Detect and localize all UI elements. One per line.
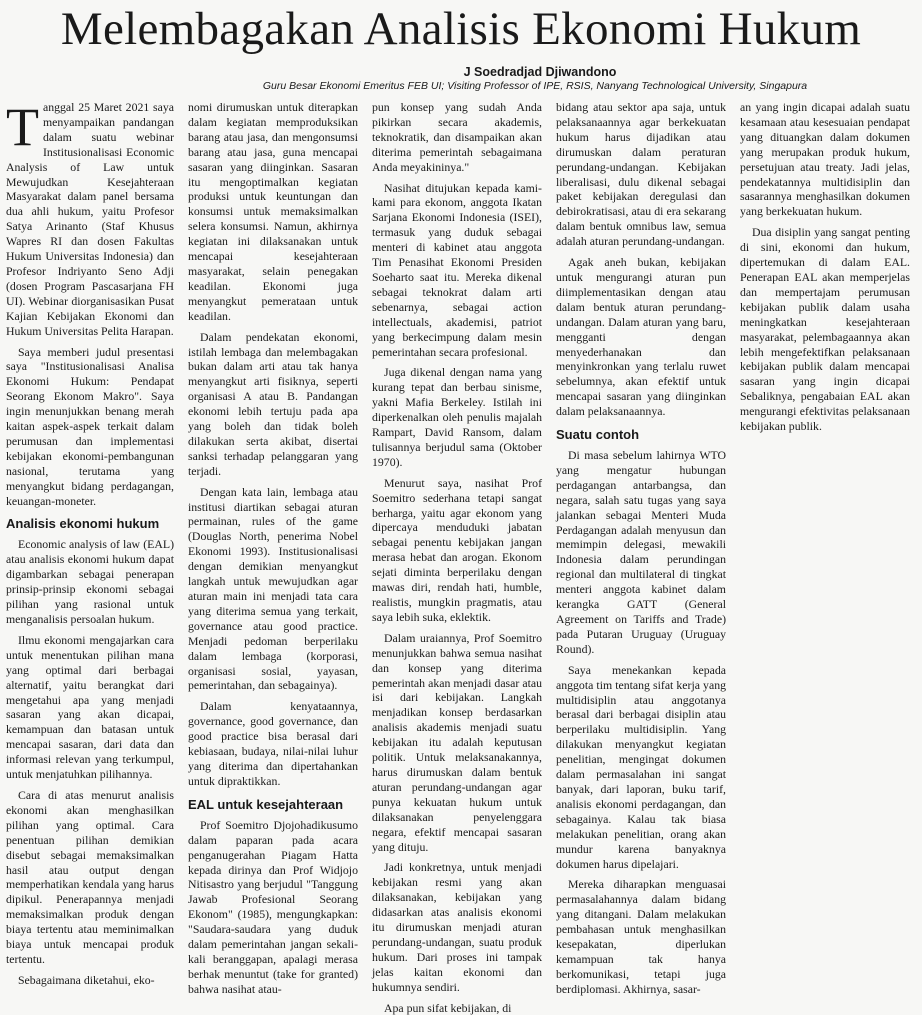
paragraph: Ilmu ekonomi mengajarkan cara untuk menentukan pilihan mana yang optimal dari berbagai alternatif, yaitu berangkat dari mengetahui apa yang menjadi sasaran yang akan dicapai, kemampuan dan batasan untuk mencapai sasaran, dari data dan informasi relevan yang terkumpul, untuk menjatuhkan pilihannya. xyxy=(6,632,174,782)
paragraph: Saya memberi judul presentasi saya "Institusionalisasi Analisa Ekonomi Hukum: Pendapat Seorang Ekonom Makro". Saya ingin menunjukkan benang merah kaitan aspek-aspek terkait dalam perumusan dan implementasi kebijakan ekonomi-pembangunan nasional, terutama yang menyangkut bidang perdagangan, keuangan-moneter. xyxy=(6,344,174,508)
paragraph: bidang atau sektor apa saja, untuk pelaksanaannya agar berkekuatan hukum harus dijadikan atau dirumuskan dalam peraturan perundang-undangan. Kebijakan liberalisasi, dulu dikenal sebagai paket kebijakan deregulasi dan debirokratisasi, atau di era sekarang dalam bentuk omnibus law, semua adalah aturan perundang-undangan. xyxy=(556,100,726,249)
article-column-5 xyxy=(740,100,910,980)
paragraph: Agak aneh bukan, kebijakan untuk mengurangi aturan pun diimplementasikan dengan atau dalam bentuk aturan perundang-undangan. Dalam aturan yang baru, mengganti dengan menyederhanakan dan menyinkronkan yang terlalu ruwet sebelumnya, akan efektif untuk mencapai sasaran yang diinginkan dalam pelaksanaannya. xyxy=(556,255,726,419)
author-name: J Soedradjad Djiwandono xyxy=(463,65,617,79)
paragraph: anggal 25 Maret 2021 saya menyampaikan pandangan dalam suatu webinar Institusionalisasi Economic Analysis of Law untuk Mewujudkan Kesejahteraan Masyarakat dalam panel bersama dua ahli hukum, yaitu Profesor Satya Arinanto (Staf Khusus Wapres RI dan dosen Fakultas Hukum Universitas Indonesia) dan Profesor Indriyanto Seno Adji (dosen Program Pascasarjana FH UI). Webinar diorganisasikan Pusat Kajian Kebijakan Ekonomi dan Hukum Universitas Pelita Harapan. xyxy=(6,100,174,338)
paragraph: Dalam pendekatan ekonomi, istilah lembaga dan melembagakan bukan dalam arti atau tak hanya menyangkut arti fisiknya, seperti organisasi A atau B. Pandangan ekonomi lebih tertuju pada apa yang boleh dan tidak boleh dilakukan serta akibat, disertai sanksi terhadap pelanggaran yang terjadi. xyxy=(188,329,358,478)
paragraph: Dalam kenyataannya, governance, good governance, dan good practice bisa berasal dari kebiasaan, budaya, nilai-nilai luhur yang diterima dan dipertahankan untuk dipraktikkan. xyxy=(188,699,358,788)
paragraph: Dalam uraiannya, Prof Soemitro menunjukkan bahwa semua nasihat dan konsep yang diterima pemerintah akan menjadi dasar atau isi dari kebijakan. Langkah menjadikan konsep berdasarkan analisis akademis menjadi suatu kebijakan itu adalah keputusan politik. Untuk melaksanakannya, harus dirumuskan dalam bentuk aturan perundang-undangan agar punya kekuatan hukum untuk dilaksanakan penyelenggara negara, efektif mencapai sasaran yang dituju. xyxy=(372,630,542,854)
paragraph: Sebagaimana diketahui, eko- xyxy=(18,972,155,987)
paragraph: Nasihat ditujukan kepada kami-kami para ekonom, anggota Ikatan Sarjana Ekonomi Indonesia (ISEI), termasuk yang duduk sebagai menteri di kabinet atau anggota Tim Penasihat Ekonomi Presiden Soeharto saat itu. Mereka dikenal sebagai teknokrat dalam arti sebenarnya, sebagai action intellectuals, akademisi, patriot yang berkecimpung dalam mesin pemerintahan secara profesional. xyxy=(372,180,542,359)
article-column-4 xyxy=(556,100,726,996)
article-headline: Melembagakan Analisis Ekonomi Hukum xyxy=(60,3,862,55)
paragraph: Prof Soemitro Djojohadikusumo dalam paparan pada acara penganugerahan Piagam Hatta kepada dirinya dan Prof Widjojo Nitisastro yang berjudul "Tanggung Jawab Profesional Seorang Ekonom" (1985), mengungkapkan: "Saudara-saudara yang duduk dalam pemerintahan jangan sekali-kali beranggapan, apalagi merasa berhak menuntut (take for granted) bahwa nasihat atau- xyxy=(188,817,358,996)
paragraph: Economic analysis of law (EAL) atau analisis ekonomi hukum dapat digambarkan sebagai penerapan prinsip-prinsip ekonomi sebagai pilihan yang rasional untuk menganalisis persoalan hukum. xyxy=(6,537,174,626)
section-heading: EAL untuk kesejahteraan xyxy=(188,796,344,812)
paragraph: nomi dirumuskan untuk diterapkan dalam kegiatan memproduksikan barang atau jasa, dan mengonsumsi barang atau jasa, guna mencapai sasaran yang diinginkan. Sasaran itu mengoptimalkan kegiatan produksi untuk keuntungan dan konsumsi untuk memaksimalkan selera konsumsi. Namun, akhirnya kegiatan ini dilaksanakan untuk mencapai kesejahteraan masyarakat, selain penegakan keadilan. Ekonomi juga menyangkut pemerataan untuk keadilan. xyxy=(188,100,358,323)
drop-cap: T xyxy=(6,97,39,157)
paragraph: an yang ingin dicapai adalah suatu kesamaan atau kesesuaian pendapat yang dituangkan dalam dokumen yang merupakan produk hukum, persetujuan atau treaty. Jadi jelas, pendekatannya multidisiplin dan sasarannya menghasilkan dokumen yang berkekuatan hukum. xyxy=(740,100,910,219)
paragraph: Cara di atas menurut analisis ekonomi akan menghasilkan pilihan yang optimal. Cara penentuan pilihan demikian disebut sebagai memaksimalkan hasil atau output dengan memperhatikan kendala yang harus dipikul. Penerapannya menjadi memaksimalkan produk dengan biaya tertentu atau meminimalkan biaya untuk mencapai produk tertentu. xyxy=(6,787,174,966)
paragraph: Dengan kata lain, lembaga atau institusi diartikan sebagai aturan permainan, rules of the game (Douglas North, penerima Nobel Ekonomi 1993). Institusionalisasi dengan demikian menyangkut langkah untuk mewujudkan agar aturan main ini menjadi tata cara yang diterima semua yang terkait, governance atau good practice. Menjadi pedoman berperilaku dalam lembaga (korporasi, organisasi sosial, yayasan, pemerintahan, dan sebagainya). xyxy=(188,484,358,693)
section-heading: Suatu contoh xyxy=(556,427,640,443)
author-affiliation: Guru Besar Ekonomi Emeritus FEB UI; Visiting Professor of IPE, RSIS, Nanyang Technological University, Singapura xyxy=(262,80,808,92)
paragraph: Mereka diharapkan menguasai permasalahannya dalam bidang yang ditangani. Dalam melakukan pembahasan untuk menghasilkan kesepakatan, diperlukan kemampuan tak hanya berkomunikasi, tetapi juga berdiplomasi. Akhirnya, sasar- xyxy=(556,877,726,996)
paragraph: pun konsep yang sudah Anda pikirkan secara akademis, teknokratik, dan disampaikan akan diterima pemerintah sebagaimana Anda meyakininya." xyxy=(372,100,542,174)
paragraph: Di masa sebelum lahirnya WTO yang mengatur hubungan perdagangan antarbangsa, dan negara, salah satu tugas yang saya jalankan sebagai Menteri Muda Perdagangan adalah menyusun dan memimpin delegasi, mewakili Indonesia dalam perundingan regional dan multilateral di tingkat menteri anggota kabinet dalam kerangka GATT (General Agreement on Tariffs and Trade) pada Putaran Uruguay (Uruguay Round). xyxy=(556,448,726,656)
article-column-2 xyxy=(188,100,358,996)
paragraph: Juga dikenal dengan nama yang kurang tepat dan berbau sinisme, yakni Mafia Berkeley. Istilah ini diperkenalkan oleh penulis majalah Rampart, David Ransom, dalam tulisannya berjudul sama (Oktober 1970). xyxy=(372,365,542,469)
section-heading: Analisis ekonomi hukum xyxy=(6,516,160,532)
article-column-1 xyxy=(6,97,174,987)
paragraph: Saya menekankan kepada anggota tim tentang sifat kerja yang multidisiplin atau anggotanya berasal dari berbagai disiplin atau berperilaku multidisiplin. Yang dilakukan menyangkut kegiatan penelitian, mengingat dokumen dalam permasalahan ini sangat banyak, dari laporan, buku tarif, analisis ekonomi perdagangan, dan sebagainya. Kalau tak biasa melakukan penelitian, orang akan mundur karena banyaknya dokumen harus dipelajari. xyxy=(556,662,726,871)
paragraph: Dua disiplin yang sangat penting di sini, ekonomi dan hukum, dipertemukan di dalam EAL. Penerapan EAL akan memperjelas dan mempertajam perumusan kebijakan publik dalam usaha meningkatkan kesejahteraan masyarakat, pelembagaannya akan lebih mengefektifkan pelaksanaan kebijakan publik dalam mencapai sasaran yang ingin dicapai Sebaliknya, pengabaian EAL akan mengurangi efektivitas pelaksanaan kebijakan publik. xyxy=(740,225,910,434)
paragraph: Jadi konkretnya, untuk menjadi kebijakan resmi yang akan dilaksanakan, kebijakan yang didasarkan atas analisis ekonomi itu dirumuskan menjadi aturan perundang-undangan, suatu produk hukum. Dari proses ini tampak jelas kaitan ekonomi dan hukumnya sendiri. xyxy=(372,860,542,994)
article-column-3 xyxy=(372,100,542,1015)
paragraph: Menurut saya, nasihat Prof Soemitro sederhana tetapi sangat berharga, yaitu agar ekonom yang dipercaya menduduki jabatan sebagai penentu kebijakan jangan merasa hebat dan arogan. Ekonom sejati diminta berperilaku dengan mawas diri, rendah hati, humble, realistis, mungkin pragmatis, atau saya lebih suka, eklektik. xyxy=(372,475,542,624)
paragraph: Apa pun sifat kebijakan, di xyxy=(384,1000,512,1015)
